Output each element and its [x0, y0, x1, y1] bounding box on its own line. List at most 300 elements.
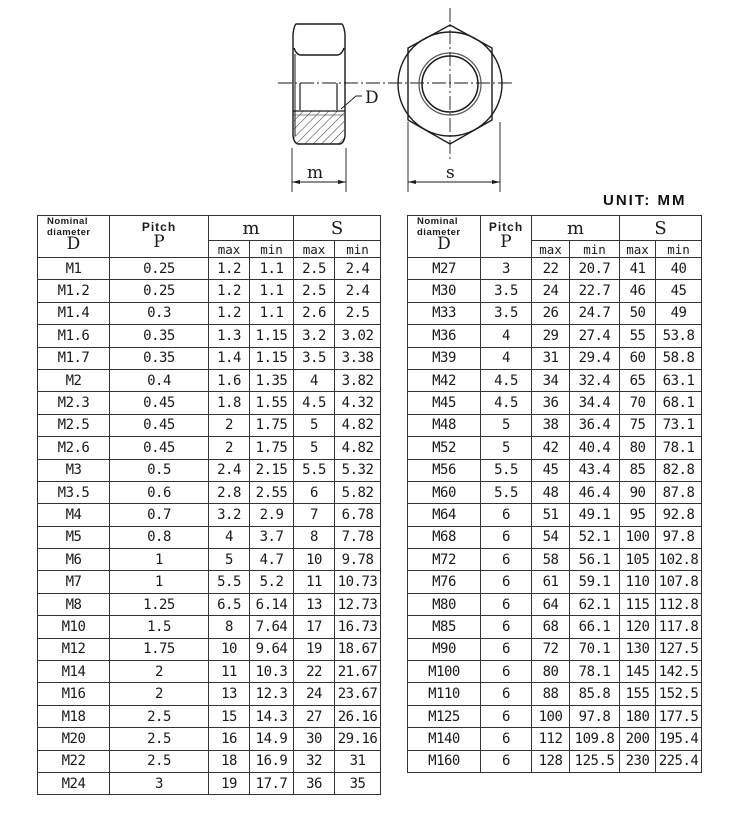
cell-nominal-diameter: M7	[38, 571, 110, 593]
cell-m-max: 5.5	[209, 571, 250, 593]
table-row	[38, 392, 381, 414]
header-m-max: max	[532, 241, 570, 258]
cell-s-min: 53.8	[656, 325, 702, 347]
cell-s-max: 200	[620, 728, 656, 750]
cell-m-min: 46.4	[570, 481, 620, 503]
cell-s-min: 12.73	[335, 593, 381, 615]
table-row	[38, 549, 381, 571]
header-nominal-diameter: Nominal diameter D	[38, 216, 110, 258]
table-row	[408, 750, 702, 772]
cell-s-max: 2.5	[294, 258, 335, 280]
cell-nominal-diameter: M2.6	[38, 437, 110, 459]
cell-s-min: 2.5	[335, 302, 381, 324]
cell-m-max: 4	[209, 526, 250, 548]
cell-s-max: 50	[620, 302, 656, 324]
cell-s-max: 3.2	[294, 325, 335, 347]
cell-s-min: 117.8	[656, 616, 702, 638]
table-row	[38, 526, 381, 548]
cell-m-min: 40.4	[570, 437, 620, 459]
table-row	[38, 772, 381, 794]
cell-pitch: 0.3	[110, 302, 209, 324]
cell-m-max: 26	[532, 302, 570, 324]
cell-pitch: 0.25	[110, 258, 209, 280]
table-row	[408, 705, 702, 727]
cell-pitch: 6	[481, 571, 532, 593]
cell-s-min: 3.38	[335, 347, 381, 369]
cell-m-max: 61	[532, 571, 570, 593]
cell-s-max: 4.5	[294, 392, 335, 414]
cell-pitch: 0.45	[110, 392, 209, 414]
cell-pitch: 1.5	[110, 616, 209, 638]
cell-m-min: 56.1	[570, 549, 620, 571]
cell-m-min: 125.5	[570, 750, 620, 772]
cell-s-max: 19	[294, 638, 335, 660]
cell-s-min: 21.67	[335, 661, 381, 683]
cell-s-min: 5.32	[335, 459, 381, 481]
cell-pitch: 6	[481, 638, 532, 660]
cell-m-min: 109.8	[570, 728, 620, 750]
cell-nominal-diameter: M3.5	[38, 481, 110, 503]
cell-nominal-diameter: M39	[408, 347, 481, 369]
cell-m-min: 1.35	[250, 369, 294, 391]
table-row	[408, 571, 702, 593]
cell-m-max: 34	[532, 369, 570, 391]
cell-m-max: 45	[532, 459, 570, 481]
nut-dimensions-table-large	[407, 215, 702, 773]
cell-m-min: 52.1	[570, 526, 620, 548]
cell-s-min: 40	[656, 258, 702, 280]
cell-m-max: 112	[532, 728, 570, 750]
diameter-label: D	[365, 88, 379, 108]
cell-nominal-diameter: M100	[408, 661, 481, 683]
cell-s-max: 95	[620, 504, 656, 526]
cell-s-min: 9.78	[335, 549, 381, 571]
cell-nominal-diameter: M12	[38, 638, 110, 660]
table-row	[38, 325, 381, 347]
cell-m-min: 66.1	[570, 616, 620, 638]
cell-m-min: 2.15	[250, 459, 294, 481]
cell-s-max: 30	[294, 728, 335, 750]
header-s-min: min	[656, 241, 702, 258]
cell-nominal-diameter: M6	[38, 549, 110, 571]
cell-s-max: 55	[620, 325, 656, 347]
header-m: m	[209, 216, 294, 241]
cell-s-max: 100	[620, 526, 656, 548]
cell-pitch: 5.5	[481, 481, 532, 503]
cell-m-min: 22.7	[570, 280, 620, 302]
table-row	[408, 593, 702, 615]
cell-nominal-diameter: M33	[408, 302, 481, 324]
cell-s-min: 45	[656, 280, 702, 302]
cell-m-max: 72	[532, 638, 570, 660]
header-m-min: min	[570, 241, 620, 258]
cell-m-max: 88	[532, 683, 570, 705]
cell-m-max: 16	[209, 728, 250, 750]
header-m-min: min	[250, 241, 294, 258]
cell-m-min: 36.4	[570, 414, 620, 436]
cell-pitch: 6	[481, 593, 532, 615]
cell-pitch: 1	[110, 549, 209, 571]
cell-m-max: 5	[209, 549, 250, 571]
cell-s-min: 73.1	[656, 414, 702, 436]
cell-pitch: 6	[481, 504, 532, 526]
cell-pitch: 3.5	[481, 302, 532, 324]
cell-pitch: 6	[481, 705, 532, 727]
cell-s-max: 145	[620, 661, 656, 683]
cell-m-max: 1.2	[209, 280, 250, 302]
cell-pitch: 5	[481, 437, 532, 459]
cell-pitch: 6	[481, 549, 532, 571]
table-row	[38, 571, 381, 593]
cell-m-max: 10	[209, 638, 250, 660]
table-row	[408, 369, 702, 391]
header-s-max: max	[620, 241, 656, 258]
cell-s-min: 112.8	[656, 593, 702, 615]
cell-m-max: 3.2	[209, 504, 250, 526]
cell-nominal-diameter: M68	[408, 526, 481, 548]
cell-pitch: 2.5	[110, 750, 209, 772]
cell-m-min: 9.64	[250, 638, 294, 660]
table-row	[38, 616, 381, 638]
cell-s-min: 195.4	[656, 728, 702, 750]
cell-m-max: 1.6	[209, 369, 250, 391]
cell-m-max: 11	[209, 661, 250, 683]
cell-nominal-diameter: M80	[408, 593, 481, 615]
cell-pitch: 6	[481, 750, 532, 772]
header-m-max: max	[209, 241, 250, 258]
cell-s-min: 29.16	[335, 728, 381, 750]
height-label: m	[307, 163, 324, 183]
table-row	[408, 549, 702, 571]
cell-m-max: 1.8	[209, 392, 250, 414]
cell-m-max: 64	[532, 593, 570, 615]
cell-s-max: 2.6	[294, 302, 335, 324]
cell-pitch: 1	[110, 571, 209, 593]
cell-m-min: 24.7	[570, 302, 620, 324]
cell-nominal-diameter: M125	[408, 705, 481, 727]
cell-pitch: 0.7	[110, 504, 209, 526]
cell-m-min: 14.3	[250, 705, 294, 727]
cell-nominal-diameter: M27	[408, 258, 481, 280]
cell-s-max: 13	[294, 593, 335, 615]
cell-m-min: 16.9	[250, 750, 294, 772]
cell-m-min: 62.1	[570, 593, 620, 615]
cell-s-min: 4.82	[335, 437, 381, 459]
cell-m-max: 31	[532, 347, 570, 369]
cell-s-max: 70	[620, 392, 656, 414]
cell-pitch: 2.5	[110, 705, 209, 727]
table-row	[408, 325, 702, 347]
cell-s-max: 3.5	[294, 347, 335, 369]
cell-m-min: 97.8	[570, 705, 620, 727]
cell-nominal-diameter: M72	[408, 549, 481, 571]
table-row	[408, 526, 702, 548]
cell-pitch: 1.75	[110, 638, 209, 660]
cell-m-max: 8	[209, 616, 250, 638]
cell-pitch: 6	[481, 526, 532, 548]
cell-m-max: 2.8	[209, 481, 250, 503]
cell-pitch: 0.35	[110, 347, 209, 369]
cell-pitch: 2	[110, 661, 209, 683]
table-body	[408, 258, 702, 773]
header-s-min: min	[335, 241, 381, 258]
cell-s-min: 4.82	[335, 414, 381, 436]
cell-nominal-diameter: M24	[38, 772, 110, 794]
cell-s-max: 36	[294, 772, 335, 794]
cell-s-max: 180	[620, 705, 656, 727]
cell-s-max: 11	[294, 571, 335, 593]
cell-m-max: 58	[532, 549, 570, 571]
hex-nut-drawing	[270, 0, 520, 200]
table-row	[38, 638, 381, 660]
table-row	[408, 302, 702, 324]
table-row	[38, 750, 381, 772]
cell-s-min: 18.67	[335, 638, 381, 660]
table-row	[408, 481, 702, 503]
cell-m-min: 17.7	[250, 772, 294, 794]
table-row	[408, 504, 702, 526]
cell-s-max: 230	[620, 750, 656, 772]
cell-m-min: 78.1	[570, 661, 620, 683]
table-row	[408, 683, 702, 705]
cell-m-min: 1.1	[250, 280, 294, 302]
cell-m-min: 1.75	[250, 414, 294, 436]
cell-m-min: 85.8	[570, 683, 620, 705]
cell-m-min: 1.15	[250, 325, 294, 347]
cell-s-min: 16.73	[335, 616, 381, 638]
cell-nominal-diameter: M90	[408, 638, 481, 660]
cell-nominal-diameter: M56	[408, 459, 481, 481]
cell-m-max: 22	[532, 258, 570, 280]
cell-s-max: 5.5	[294, 459, 335, 481]
cell-nominal-diameter: M1.2	[38, 280, 110, 302]
cell-s-min: 177.5	[656, 705, 702, 727]
cell-m-min: 59.1	[570, 571, 620, 593]
table-row	[408, 258, 702, 280]
cell-s-max: 155	[620, 683, 656, 705]
table-row	[38, 459, 381, 481]
table-row	[38, 661, 381, 683]
cell-nominal-diameter: M5	[38, 526, 110, 548]
cell-m-min: 10.3	[250, 661, 294, 683]
cell-nominal-diameter: M1.6	[38, 325, 110, 347]
header-pitch: Pitch P	[481, 216, 532, 258]
cell-pitch: 3.5	[481, 280, 532, 302]
header-s-max: max	[294, 241, 335, 258]
cell-m-max: 51	[532, 504, 570, 526]
cell-m-max: 19	[209, 772, 250, 794]
cell-nominal-diameter: M64	[408, 504, 481, 526]
cell-m-max: 36	[532, 392, 570, 414]
cell-s-max: 90	[620, 481, 656, 503]
cell-m-max: 18	[209, 750, 250, 772]
cell-s-min: 35	[335, 772, 381, 794]
header-s: S	[620, 216, 702, 241]
cell-m-min: 1.1	[250, 258, 294, 280]
cell-pitch: 5	[481, 414, 532, 436]
table-row	[408, 280, 702, 302]
cell-m-min: 20.7	[570, 258, 620, 280]
cell-s-max: 80	[620, 437, 656, 459]
cell-nominal-diameter: M2	[38, 369, 110, 391]
cell-m-max: 128	[532, 750, 570, 772]
cell-s-min: 102.8	[656, 549, 702, 571]
cell-pitch: 6	[481, 728, 532, 750]
cell-s-max: 2.5	[294, 280, 335, 302]
cell-s-min: 49	[656, 302, 702, 324]
cell-s-min: 2.4	[335, 258, 381, 280]
header-s: S	[294, 216, 381, 241]
cell-s-max: 120	[620, 616, 656, 638]
cell-m-max: 1.4	[209, 347, 250, 369]
cell-s-min: 92.8	[656, 504, 702, 526]
table-row	[38, 280, 381, 302]
cell-nominal-diameter: M60	[408, 481, 481, 503]
unit-label: UNIT: MM	[603, 192, 687, 209]
side-view	[293, 24, 345, 144]
cell-pitch: 1.25	[110, 593, 209, 615]
table-row	[38, 437, 381, 459]
cell-m-min: 5.2	[250, 571, 294, 593]
table-row	[408, 459, 702, 481]
cell-m-max: 1.2	[209, 302, 250, 324]
cell-s-min: 3.02	[335, 325, 381, 347]
table-row	[408, 661, 702, 683]
table-row	[408, 437, 702, 459]
cell-s-max: 105	[620, 549, 656, 571]
table-row	[38, 369, 381, 391]
cell-m-min: 1.75	[250, 437, 294, 459]
table-row	[38, 258, 381, 280]
cell-s-min: 87.8	[656, 481, 702, 503]
cell-nominal-diameter: M8	[38, 593, 110, 615]
cell-nominal-diameter: M3	[38, 459, 110, 481]
table-row	[38, 705, 381, 727]
table-row	[408, 392, 702, 414]
cell-nominal-diameter: M36	[408, 325, 481, 347]
cell-s-min: 152.5	[656, 683, 702, 705]
cell-s-max: 115	[620, 593, 656, 615]
header-nominal-diameter: Nominal diameter D	[408, 216, 481, 258]
cell-s-min: 127.5	[656, 638, 702, 660]
cell-s-min: 31	[335, 750, 381, 772]
cell-s-max: 8	[294, 526, 335, 548]
cell-nominal-diameter: M16	[38, 683, 110, 705]
cell-s-min: 82.8	[656, 459, 702, 481]
table-row	[38, 683, 381, 705]
cell-nominal-diameter: M14	[38, 661, 110, 683]
cell-s-min: 142.5	[656, 661, 702, 683]
cell-m-max: 42	[532, 437, 570, 459]
cell-m-max: 80	[532, 661, 570, 683]
cell-m-min: 43.4	[570, 459, 620, 481]
cell-m-min: 6.14	[250, 593, 294, 615]
cell-pitch: 4	[481, 347, 532, 369]
cell-nominal-diameter: M160	[408, 750, 481, 772]
cell-m-max: 1.2	[209, 258, 250, 280]
cell-m-min: 4.7	[250, 549, 294, 571]
width-across-flats-label: s	[446, 163, 455, 183]
table-row	[408, 728, 702, 750]
cell-s-min: 63.1	[656, 369, 702, 391]
table-row	[408, 638, 702, 660]
cell-s-max: 130	[620, 638, 656, 660]
cell-m-max: 2	[209, 437, 250, 459]
cell-nominal-diameter: M1.7	[38, 347, 110, 369]
cell-m-min: 34.4	[570, 392, 620, 414]
cell-s-max: 7	[294, 504, 335, 526]
cell-m-min: 14.9	[250, 728, 294, 750]
cell-m-max: 29	[532, 325, 570, 347]
table-row	[408, 616, 702, 638]
cell-m-min: 27.4	[570, 325, 620, 347]
cell-nominal-diameter: M1	[38, 258, 110, 280]
cell-pitch: 0.45	[110, 414, 209, 436]
cell-s-max: 75	[620, 414, 656, 436]
cell-m-min: 12.3	[250, 683, 294, 705]
cell-s-min: 5.82	[335, 481, 381, 503]
cell-nominal-diameter: M76	[408, 571, 481, 593]
cell-s-min: 10.73	[335, 571, 381, 593]
cell-s-min: 26.16	[335, 705, 381, 727]
cell-s-min: 6.78	[335, 504, 381, 526]
cell-pitch: 0.45	[110, 437, 209, 459]
cell-nominal-diameter: M2.5	[38, 414, 110, 436]
table-row	[38, 593, 381, 615]
cell-m-min: 1.15	[250, 347, 294, 369]
cell-m-min: 1.1	[250, 302, 294, 324]
cell-s-max: 65	[620, 369, 656, 391]
cell-nominal-diameter: M45	[408, 392, 481, 414]
cell-pitch: 0.25	[110, 280, 209, 302]
cell-s-min: 23.67	[335, 683, 381, 705]
cell-s-max: 24	[294, 683, 335, 705]
cell-pitch: 3	[110, 772, 209, 794]
cell-pitch: 0.35	[110, 325, 209, 347]
cell-s-max: 22	[294, 661, 335, 683]
cell-m-max: 100	[532, 705, 570, 727]
cell-s-max: 60	[620, 347, 656, 369]
cell-nominal-diameter: M22	[38, 750, 110, 772]
cell-m-min: 49.1	[570, 504, 620, 526]
cell-pitch: 2.5	[110, 728, 209, 750]
cell-s-min: 4.32	[335, 392, 381, 414]
cell-s-max: 4	[294, 369, 335, 391]
cell-s-max: 41	[620, 258, 656, 280]
cell-nominal-diameter: M1.4	[38, 302, 110, 324]
cell-nominal-diameter: M30	[408, 280, 481, 302]
cell-pitch: 5.5	[481, 459, 532, 481]
cell-pitch: 6	[481, 683, 532, 705]
table-row	[408, 347, 702, 369]
cell-s-max: 46	[620, 280, 656, 302]
cell-m-max: 54	[532, 526, 570, 548]
cell-pitch: 0.8	[110, 526, 209, 548]
cell-nominal-diameter: M4	[38, 504, 110, 526]
table-row	[408, 414, 702, 436]
cell-s-max: 110	[620, 571, 656, 593]
cell-pitch: 0.6	[110, 481, 209, 503]
cell-nominal-diameter: M140	[408, 728, 481, 750]
cell-s-max: 32	[294, 750, 335, 772]
cell-s-max: 17	[294, 616, 335, 638]
cell-m-min: 7.64	[250, 616, 294, 638]
cell-s-min: 225.4	[656, 750, 702, 772]
cell-m-min: 70.1	[570, 638, 620, 660]
cell-m-min: 3.7	[250, 526, 294, 548]
cell-nominal-diameter: M52	[408, 437, 481, 459]
cell-nominal-diameter: M20	[38, 728, 110, 750]
